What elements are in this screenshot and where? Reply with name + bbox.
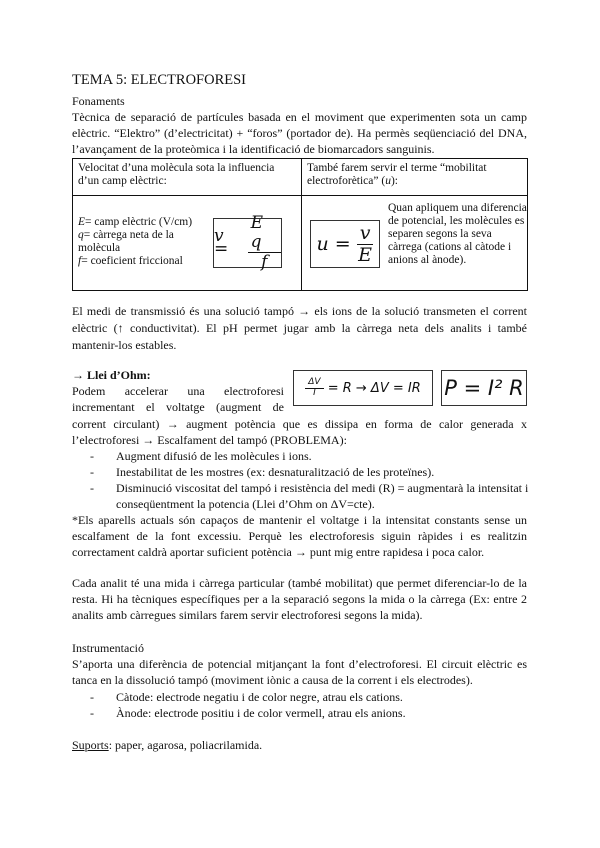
bullet-text: Disminució viscositat del tampó i resistència del medi (R) = augmentarà la intensitat i — [116, 481, 529, 495]
text-line: correctament caldrà aportar suficient potència → punt mig entre rapidesa i poca calor. — [72, 545, 485, 559]
text-line: Tècnica de separació de partícules basada en el moviment que experimenten sota un camp — [72, 110, 527, 124]
text-line: resta. Hi ha tècniques específiques per a la separació segons la mida o la càrrega (Ex: entre 2 — [72, 592, 527, 606]
bullet-dash: - — [90, 465, 94, 479]
table-cell-velocity — [73, 196, 302, 291]
text-line: elèctric (↑ conductivitat). El pH permet jugar amb la càrrega neta dels analits i també — [72, 321, 527, 335]
bullet-dash: - — [90, 481, 94, 495]
definitions-list — [78, 216, 198, 268]
bullet-text: Augment difusió de les molècules i ions. — [116, 449, 312, 463]
text-line: corrent circulant) → augment potència que es dissipa en forma de calor generada x — [72, 417, 527, 431]
text-line: l’electroforesi → Escalfament del tampó (PROBLEMA): — [72, 433, 347, 447]
formula-power: P = I² R — [441, 370, 527, 406]
header-symbol: u — [385, 175, 391, 187]
definition-text: = càrrega neta de la molècula — [78, 229, 174, 254]
ohm-heading: → Llei d’Ohm: — [72, 368, 151, 382]
bullet-text: conseqüentment la potencia (Llei d’Ohm on ΔV=cte). — [116, 497, 375, 511]
text-line: Cada analit té una mida i càrrega particular (també mobilitat) que permet diferenciar-lo de la — [72, 576, 527, 590]
formula-lhs: u = — [316, 232, 351, 255]
header-text-end: ): — [390, 175, 398, 187]
suports-label: Suports — [72, 738, 109, 752]
section-heading-instrumentacio: Instrumentació — [72, 641, 144, 655]
text-line: incrementant el voltatge (augment de — [72, 400, 284, 414]
formula-rest: = R → ΔV = IR — [327, 380, 421, 396]
formula-numerator: E q — [248, 214, 281, 252]
symbol: E — [78, 216, 86, 228]
text-line: elèctric. “Elektro” (d’electricitat) + “foros” (portador de). Ha permès seqüenciació del DNA, — [72, 126, 527, 140]
header-text: També farem servir el terme “mobilitat electroforètica” ( — [307, 162, 487, 187]
section-heading-fonaments: Fonaments — [72, 94, 125, 108]
formula-numerator: ΔV — [305, 378, 323, 389]
text-line: analits amb càrregues similars farem servir electroforesi segons la mida). — [72, 608, 423, 622]
bullet-text: Inestabilitat de les mostres (ex: desnaturalització de les proteïnes). — [116, 465, 435, 479]
symbol: f — [78, 255, 82, 267]
formula-ohm — [293, 370, 433, 406]
suports-text: : paper, agarosa, poliacrilamida. — [108, 738, 263, 752]
formula-numerator: v — [357, 223, 374, 245]
table-cell-mobility — [302, 196, 528, 291]
formula-denominator: I — [313, 387, 316, 398]
text-line: El medi de transmissió és una solució tampó → els ions de la solució transmeten el corrent — [72, 304, 527, 318]
formula-mobility — [310, 220, 380, 268]
mobility-note: Quan apliquem una diferencia de potencial, les molècules es separen segons la seva càrrega (cations al càtode i anions al ànode). — [388, 202, 527, 266]
formula-table — [72, 158, 528, 291]
text-line: Podem accelerar una electroforesi — [72, 384, 284, 398]
text-line: *Els aparells actuals són capaços de mantenir el voltatge i la intensitat constants sense un — [72, 513, 527, 527]
suports-line — [72, 737, 527, 753]
table-header-right — [302, 159, 528, 196]
definition-e — [78, 216, 198, 229]
text-line: tanca en la dissolució tampó (moviment iònic a causa de la corrent i els electrodes). — [72, 673, 473, 687]
formula-velocity — [213, 213, 282, 272]
formula-denominator: f — [261, 251, 268, 272]
definition-text: = coeficient friccional — [81, 255, 183, 267]
definition-f — [78, 255, 198, 268]
definition-q — [78, 229, 198, 255]
symbol: q — [78, 229, 84, 241]
formula-denominator: E — [358, 243, 373, 266]
bullet-dash: - — [90, 449, 94, 463]
bullet-dash: - — [90, 706, 94, 720]
bullet-text: Ànode: electrode positiu i de color vermell, atrau els anions. — [116, 706, 406, 720]
table-header-left: Velocitat d’una molècula sota la influencia d’un camp elèctric: — [73, 159, 302, 196]
formula-lhs: v = — [214, 226, 229, 259]
text-line: escalfament de la font excessiu. Perquè les electroforesis siguin ràpides i es realitzin — [72, 529, 527, 543]
bullet-dash: - — [90, 690, 94, 704]
bullet-text: Càtode: electrode negatiu i de color negre, atrau els cations. — [116, 690, 403, 704]
page-title: TEMA 5: ELECTROFORESI — [72, 72, 247, 88]
text-line: l’avançament de la proteòmica i la identificació de biomarcadors sanguinis. — [72, 142, 435, 156]
text-line: S’aporta una diferència de potencial mitjançant la font d’electroforesi. El circuit elèctric es — [72, 657, 527, 671]
definition-text: = camp elèctric (V/cm) — [85, 216, 193, 228]
text-line: mantenir-los estables. — [72, 338, 177, 352]
